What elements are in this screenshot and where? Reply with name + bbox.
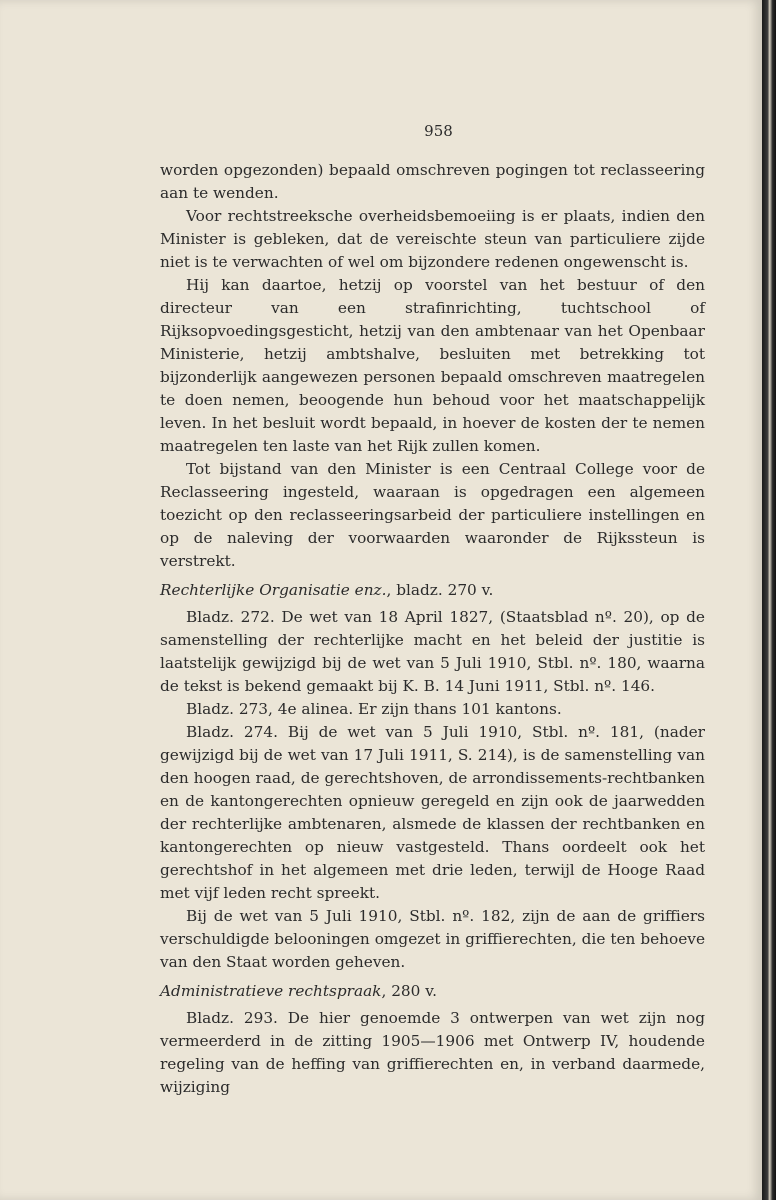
paragraph: Bij de wet van 5 Juli 1910, Stbl. nº. 182, zijn de aan de griffiers verschuldigde belooningen omgezet in griffierechten, die ten behoeve van den Staat worden geheven. xyxy=(160,907,705,971)
paragraph: Bladz. 274. Bij de wet van 5 Juli 1910, Stbl. nº. 181, (nader gewijzigd bij de wet van 17 Juli 1911, S. 214), is de samenstelling van den hoogen raad, de gerechtshoven, de arrondissements-rechtbanken en de kantongerechten opnieuw geregeld en zijn ook de jaarwedden der rechterlijke ambtenaren, alsmede de klassen der rechtbanken en kantongerechten op nieuw vastgesteld. Thans oordeelt ook het gerechtshof in het algemeen met drie leden, terwijl de Hooge Raad met vijf leden recht spreekt. xyxy=(160,723,705,902)
paragraph: worden opgezonden) bepaald omschreven pogingen tot reclasseering aan te wenden. xyxy=(160,161,705,202)
page-number: 958 xyxy=(424,122,453,140)
paragraph: Bladz. 293. De hier genoemde 3 ontwerpen van wet zijn nog vermeerderd in de zitting 1905—1906 met Ontwerp IV, houdende regeling van de heffing van griffierechten en, in verband daarmede, wijziging xyxy=(160,1009,705,1096)
heading-reference: , 280 v. xyxy=(381,982,437,1000)
heading-title: Administratieve rechtspraak xyxy=(160,982,382,1000)
heading-reference: , bladz. 270 v. xyxy=(386,581,494,599)
section-heading-administratieve-rechtspraak xyxy=(160,980,705,1003)
paragraph: Voor rechtstreeksche overheidsbemoeiing is er plaats, indien den Minister is gebleken, dat de vereischte steun van particuliere zijde niet is te verwachten of wel om bijzondere redenen ongewenscht is. xyxy=(160,207,705,271)
heading-title: Rechterlijke Organisatie enz. xyxy=(160,581,387,599)
paragraph: Bladz. 272. De wet van 18 April 1827, (Staatsblad nº. 20), op de samenstelling der rechterlijke macht en het beleid der justitie is laatstelijk gewijzigd bij de wet van 5 Juli 1910, Stbl. nº. 180, waarna de tekst is bekend gemaakt bij K. B. 14 Juni 1911, Stbl. nº. 146. xyxy=(160,608,705,695)
section-heading-rechterlijke-organisatie xyxy=(160,579,705,602)
paragraph: Tot bijstand van den Minister is een Centraal College voor de Reclasseering ingesteld, waaraan is opgedragen een algemeen toezicht op den reclasseeringsarbeid der particuliere instellingen en op de naleving der voorwaarden waaronder de Rijkssteun is verstrekt. xyxy=(160,460,705,570)
paragraph: Hij kan daartoe, hetzij op voorstel van het bestuur of den directeur van een strafinrichting, tuchtschool of Rijksopvoedingsgesticht, hetzij van den ambtenaar van het Openbaar Ministerie, hetzij ambtshalve, besluiten met betrekking tot bijzonderlijk aangewezen personen bepaald omschreven maatregelen te doen nemen, beoogende hun behoud voor het maatschappelijk leven. In het besluit wordt bepaald, in hoever de kosten der te nemen maatregelen ten laste van het Rijk zullen komen. xyxy=(160,276,705,455)
page-text-block xyxy=(160,120,705,1099)
paragraph: Bladz. 273, 4e alinea. Er zijn thans 101 kantons. xyxy=(186,700,562,718)
book-spine-edge xyxy=(762,0,776,1200)
